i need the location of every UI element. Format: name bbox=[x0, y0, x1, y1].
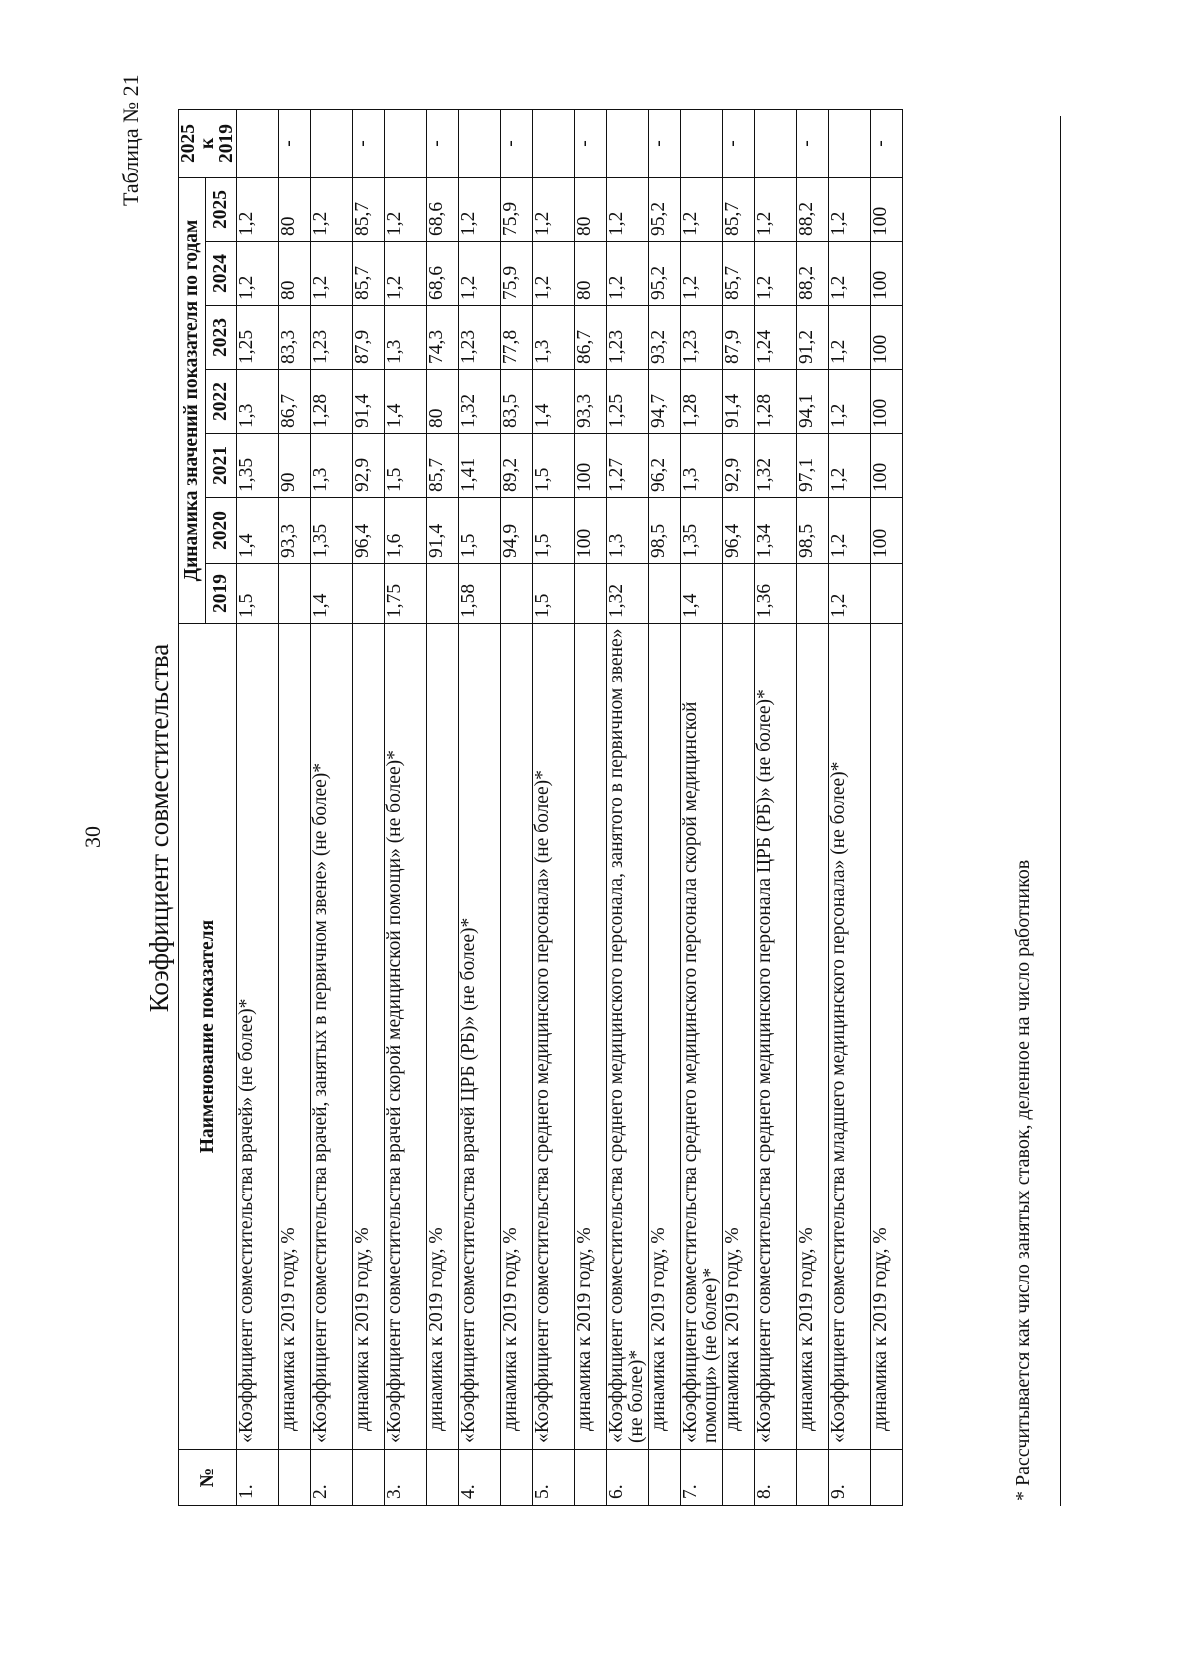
table-row-dynamics bbox=[501, 110, 533, 1506]
dynamics-cell: 96,4 bbox=[353, 498, 385, 564]
dynamics-cell: - bbox=[501, 110, 533, 178]
indicator-table bbox=[178, 109, 903, 1506]
row-number-empty bbox=[797, 1450, 829, 1506]
header-year: 2024 bbox=[205, 242, 236, 306]
footnote: * Рассчитывается как число занятых ставок, деленное на число работников bbox=[1012, 859, 1034, 1501]
value-cell: 1,5 bbox=[459, 498, 501, 564]
value-cell: 1,2 bbox=[459, 178, 501, 242]
table-row-dynamics bbox=[575, 110, 607, 1506]
dynamics-cell: 74,3 bbox=[427, 306, 459, 370]
dynamics-label: динамика к 2019 году, % bbox=[353, 624, 385, 1450]
value-cell: 1,3 bbox=[681, 434, 723, 498]
dynamics-cell: 88,2 bbox=[797, 242, 829, 306]
row-number-empty bbox=[871, 1450, 903, 1506]
dynamics-cell: 87,9 bbox=[353, 306, 385, 370]
value-cell: 1,3 bbox=[533, 306, 575, 370]
dynamics-cell: 83,3 bbox=[279, 306, 311, 370]
dynamics-cell: 95,2 bbox=[649, 178, 681, 242]
dynamics-cell: 100 bbox=[575, 434, 607, 498]
document-title: Коэффициент совместительства bbox=[144, 643, 174, 1013]
dynamics-cell: 98,5 bbox=[649, 498, 681, 564]
table-row-dynamics bbox=[871, 110, 903, 1506]
value-cell: 1,4 bbox=[385, 370, 427, 434]
dynamics-cell: 96,2 bbox=[649, 434, 681, 498]
value-cell: 1,75 bbox=[385, 564, 427, 624]
header-name: Наименование показателя bbox=[179, 624, 237, 1450]
value-cell: 1,6 bbox=[385, 498, 427, 564]
dynamics-label: динамика к 2019 году, % bbox=[723, 624, 755, 1450]
dynamics-cell: - bbox=[575, 110, 607, 178]
row-number: 9. bbox=[829, 1450, 871, 1506]
dynamics-cell bbox=[575, 564, 607, 624]
header-row-1 bbox=[179, 110, 206, 1506]
value-cell: 1,32 bbox=[755, 434, 797, 498]
dynamics-cell: - bbox=[649, 110, 681, 178]
dynamics-label: динамика к 2019 году, % bbox=[501, 624, 533, 1450]
header-ratio-line3: 2019 bbox=[216, 124, 237, 163]
table-number: Таблица № 21 bbox=[118, 74, 143, 206]
value-cell: 1,2 bbox=[829, 434, 871, 498]
dynamics-cell: - bbox=[871, 110, 903, 178]
dynamics-cell: 100 bbox=[575, 498, 607, 564]
table-row-dynamics bbox=[649, 110, 681, 1506]
dynamics-cell: 85,7 bbox=[723, 242, 755, 306]
value-cell: 1,2 bbox=[829, 498, 871, 564]
dynamics-cell bbox=[649, 564, 681, 624]
header-year: 2020 bbox=[205, 498, 236, 564]
table-body bbox=[237, 110, 903, 1506]
header-group: Динамика значений показателя по годам bbox=[179, 178, 206, 624]
value-cell: 1,2 bbox=[681, 178, 723, 242]
dynamics-cell: 96,4 bbox=[723, 498, 755, 564]
indicator-name: «Коэффициент совместительства среднего медицинского персонала» (не более)* bbox=[533, 624, 575, 1450]
dynamics-cell: 86,7 bbox=[575, 306, 607, 370]
dynamics-cell bbox=[353, 564, 385, 624]
indicator-name: «Коэффициент совместительства врачей, занятых в первичном звене» (не более)* bbox=[311, 624, 353, 1450]
header-ratio bbox=[179, 110, 237, 178]
dynamics-cell: - bbox=[279, 110, 311, 178]
value-cell: 1,2 bbox=[385, 242, 427, 306]
value-cell: 1,2 bbox=[755, 242, 797, 306]
value-cell: 1,2 bbox=[607, 178, 649, 242]
row-number-empty bbox=[575, 1450, 607, 1506]
dynamics-cell bbox=[871, 564, 903, 624]
value-cell: 1,2 bbox=[607, 242, 649, 306]
value-cell: 1,35 bbox=[311, 498, 353, 564]
dynamics-cell: 80 bbox=[279, 242, 311, 306]
bottom-border bbox=[1060, 116, 1061, 1506]
value-cell: 1,2 bbox=[829, 564, 871, 624]
dynamics-cell: 100 bbox=[871, 434, 903, 498]
dynamics-cell: 94,9 bbox=[501, 498, 533, 564]
header-year: 2022 bbox=[205, 370, 236, 434]
dynamics-cell: 85,7 bbox=[353, 178, 385, 242]
dynamics-cell: 80 bbox=[279, 178, 311, 242]
row-number-empty bbox=[279, 1450, 311, 1506]
indicator-name: «Коэффициент совместительства врачей» (не более)* bbox=[237, 624, 279, 1450]
dynamics-cell: 92,9 bbox=[723, 434, 755, 498]
table-row-dynamics bbox=[279, 110, 311, 1506]
dynamics-cell: 94,7 bbox=[649, 370, 681, 434]
indicator-name: «Коэффициент совместительства среднего медицинского персонала скорой медицинской помощи» (не более)* bbox=[681, 624, 723, 1450]
value-cell: 1,2 bbox=[237, 242, 279, 306]
value-cell: 1,2 bbox=[311, 242, 353, 306]
dynamics-cell: 95,2 bbox=[649, 242, 681, 306]
header-year: 2023 bbox=[205, 306, 236, 370]
value-cell: 1,27 bbox=[607, 434, 649, 498]
value-cell: 1,5 bbox=[533, 434, 575, 498]
table-row-dynamics bbox=[353, 110, 385, 1506]
row-number: 1. bbox=[237, 1450, 279, 1506]
value-cell: 1,25 bbox=[237, 306, 279, 370]
value-cell bbox=[311, 110, 353, 178]
dynamics-cell: - bbox=[353, 110, 385, 178]
indicator-name: «Коэффициент совместительства младшего медицинского персонала» (не более)* bbox=[829, 624, 871, 1450]
value-cell: 1,34 bbox=[755, 498, 797, 564]
dynamics-cell: 75,9 bbox=[501, 178, 533, 242]
dynamics-cell: 68,6 bbox=[427, 242, 459, 306]
value-cell bbox=[829, 110, 871, 178]
dynamics-label: динамика к 2019 году, % bbox=[797, 624, 829, 1450]
dynamics-cell: 85,7 bbox=[353, 242, 385, 306]
value-cell: 1,2 bbox=[385, 178, 427, 242]
value-cell bbox=[237, 110, 279, 178]
value-cell: 1,2 bbox=[829, 242, 871, 306]
value-cell: 1,2 bbox=[311, 178, 353, 242]
value-cell: 1,3 bbox=[237, 370, 279, 434]
dynamics-cell: 91,2 bbox=[797, 306, 829, 370]
value-cell: 1,2 bbox=[237, 178, 279, 242]
table-row bbox=[533, 110, 575, 1506]
value-cell: 1,5 bbox=[237, 564, 279, 624]
dynamics-cell: 87,9 bbox=[723, 306, 755, 370]
dynamics-cell: 80 bbox=[575, 178, 607, 242]
dynamics-cell: 77,8 bbox=[501, 306, 533, 370]
value-cell: 1,2 bbox=[755, 178, 797, 242]
value-cell: 1,35 bbox=[681, 498, 723, 564]
table-row bbox=[755, 110, 797, 1506]
value-cell bbox=[681, 110, 723, 178]
value-cell: 1,4 bbox=[533, 370, 575, 434]
value-cell: 1,5 bbox=[533, 498, 575, 564]
value-cell: 1,23 bbox=[459, 306, 501, 370]
value-cell bbox=[533, 110, 575, 178]
dynamics-cell: 68,6 bbox=[427, 178, 459, 242]
indicator-name: «Коэффициент совместительства среднего медицинского персонала, занятого в первичном звене» (не более)* bbox=[607, 624, 649, 1450]
value-cell: 1,3 bbox=[385, 306, 427, 370]
value-cell: 1,23 bbox=[681, 306, 723, 370]
value-cell: 1,2 bbox=[829, 306, 871, 370]
row-number: 7. bbox=[681, 1450, 723, 1506]
value-cell: 1,2 bbox=[533, 178, 575, 242]
dynamics-cell: - bbox=[427, 110, 459, 178]
dynamics-cell: 75,9 bbox=[501, 242, 533, 306]
dynamics-cell: 91,4 bbox=[353, 370, 385, 434]
row-number: 6. bbox=[607, 1450, 649, 1506]
dynamics-cell: 100 bbox=[871, 498, 903, 564]
dynamics-cell: 100 bbox=[871, 306, 903, 370]
row-number-empty bbox=[649, 1450, 681, 1506]
dynamics-cell: 85,7 bbox=[723, 178, 755, 242]
row-number: 4. bbox=[459, 1450, 501, 1506]
table-row-dynamics bbox=[723, 110, 755, 1506]
value-cell bbox=[385, 110, 427, 178]
dynamics-label: динамика к 2019 году, % bbox=[279, 624, 311, 1450]
dynamics-cell: - bbox=[797, 110, 829, 178]
dynamics-cell bbox=[427, 564, 459, 624]
indicator-name: «Коэффициент совместительства среднего медицинского персонала ЦРБ (РБ)» (не более)* bbox=[755, 624, 797, 1450]
table-row bbox=[311, 110, 353, 1506]
dynamics-cell: 80 bbox=[575, 242, 607, 306]
value-cell: 1,36 bbox=[755, 564, 797, 624]
value-cell bbox=[755, 110, 797, 178]
table-row-dynamics bbox=[427, 110, 459, 1506]
dynamics-cell: 94,1 bbox=[797, 370, 829, 434]
value-cell: 1,2 bbox=[829, 178, 871, 242]
dynamics-label: динамика к 2019 году, % bbox=[575, 624, 607, 1450]
value-cell: 1,3 bbox=[311, 434, 353, 498]
dynamics-cell: 93,2 bbox=[649, 306, 681, 370]
dynamics-cell: 91,4 bbox=[427, 498, 459, 564]
value-cell: 1,2 bbox=[681, 242, 723, 306]
row-number: 2. bbox=[311, 1450, 353, 1506]
row-number-empty bbox=[353, 1450, 385, 1506]
value-cell: 1,32 bbox=[459, 370, 501, 434]
value-cell: 1,5 bbox=[533, 564, 575, 624]
row-number-empty bbox=[501, 1450, 533, 1506]
dynamics-cell: 93,3 bbox=[279, 498, 311, 564]
dynamics-cell: 90 bbox=[279, 434, 311, 498]
table-row bbox=[237, 110, 279, 1506]
table-row bbox=[829, 110, 871, 1506]
value-cell: 1,2 bbox=[829, 370, 871, 434]
table-row bbox=[385, 110, 427, 1506]
value-cell: 1,28 bbox=[311, 370, 353, 434]
value-cell: 1,28 bbox=[681, 370, 723, 434]
value-cell: 1,2 bbox=[533, 242, 575, 306]
value-cell: 1,41 bbox=[459, 434, 501, 498]
value-cell: 1,25 bbox=[607, 370, 649, 434]
dynamics-cell: 100 bbox=[871, 178, 903, 242]
dynamics-cell: 88,2 bbox=[797, 178, 829, 242]
dynamics-cell: 86,7 bbox=[279, 370, 311, 434]
value-cell: 1,58 bbox=[459, 564, 501, 624]
dynamics-cell bbox=[797, 564, 829, 624]
dynamics-cell: 91,4 bbox=[723, 370, 755, 434]
value-cell: 1,32 bbox=[607, 564, 649, 624]
header-num: № bbox=[179, 1450, 237, 1506]
dynamics-label: динамика к 2019 году, % bbox=[871, 624, 903, 1450]
value-cell bbox=[459, 110, 501, 178]
dynamics-cell: 100 bbox=[871, 242, 903, 306]
indicator-name: «Коэффициент совместительства врачей ЦРБ (РБ)» (не более)* bbox=[459, 624, 501, 1450]
value-cell: 1,24 bbox=[755, 306, 797, 370]
table-row bbox=[459, 110, 501, 1506]
header-ratio-line2: к bbox=[197, 137, 218, 150]
value-cell: 1,4 bbox=[237, 498, 279, 564]
dynamics-cell: 85,7 bbox=[427, 434, 459, 498]
dynamics-label: динамика к 2019 году, % bbox=[649, 624, 681, 1450]
dynamics-cell: 89,2 bbox=[501, 434, 533, 498]
dynamics-cell bbox=[279, 564, 311, 624]
dynamics-cell: 100 bbox=[871, 370, 903, 434]
row-number: 8. bbox=[755, 1450, 797, 1506]
dynamics-cell: - bbox=[723, 110, 755, 178]
dynamics-cell: 80 bbox=[427, 370, 459, 434]
value-cell: 1,2 bbox=[459, 242, 501, 306]
header-year: 2025 bbox=[205, 178, 236, 242]
table-row bbox=[681, 110, 723, 1506]
value-cell: 1,3 bbox=[607, 498, 649, 564]
dynamics-cell: 83,5 bbox=[501, 370, 533, 434]
value-cell: 1,23 bbox=[311, 306, 353, 370]
header-year: 2021 bbox=[205, 434, 236, 498]
dynamics-cell: 97,1 bbox=[797, 434, 829, 498]
value-cell: 1,4 bbox=[681, 564, 723, 624]
dynamics-cell bbox=[501, 564, 533, 624]
row-number: 3. bbox=[385, 1450, 427, 1506]
dynamics-cell: 98,5 bbox=[797, 498, 829, 564]
table-row bbox=[607, 110, 649, 1506]
value-cell: 1,28 bbox=[755, 370, 797, 434]
value-cell bbox=[607, 110, 649, 178]
page-number: 30 bbox=[80, 826, 105, 848]
header-year: 2019 bbox=[205, 564, 236, 624]
dynamics-cell: 93,3 bbox=[575, 370, 607, 434]
table-row-dynamics bbox=[797, 110, 829, 1506]
value-cell: 1,5 bbox=[385, 434, 427, 498]
value-cell: 1,35 bbox=[237, 434, 279, 498]
value-cell: 1,4 bbox=[311, 564, 353, 624]
row-number: 5. bbox=[533, 1450, 575, 1506]
dynamics-label: динамика к 2019 году, % bbox=[427, 624, 459, 1450]
row-number-empty bbox=[427, 1450, 459, 1506]
dynamics-cell bbox=[723, 564, 755, 624]
header-ratio-line1: 2025 bbox=[178, 124, 199, 163]
dynamics-cell: 92,9 bbox=[353, 434, 385, 498]
indicator-name: «Коэффициент совместительства врачей скорой медицинской помощи» (не более)* bbox=[385, 624, 427, 1450]
value-cell: 1,23 bbox=[607, 306, 649, 370]
row-number-empty bbox=[723, 1450, 755, 1506]
